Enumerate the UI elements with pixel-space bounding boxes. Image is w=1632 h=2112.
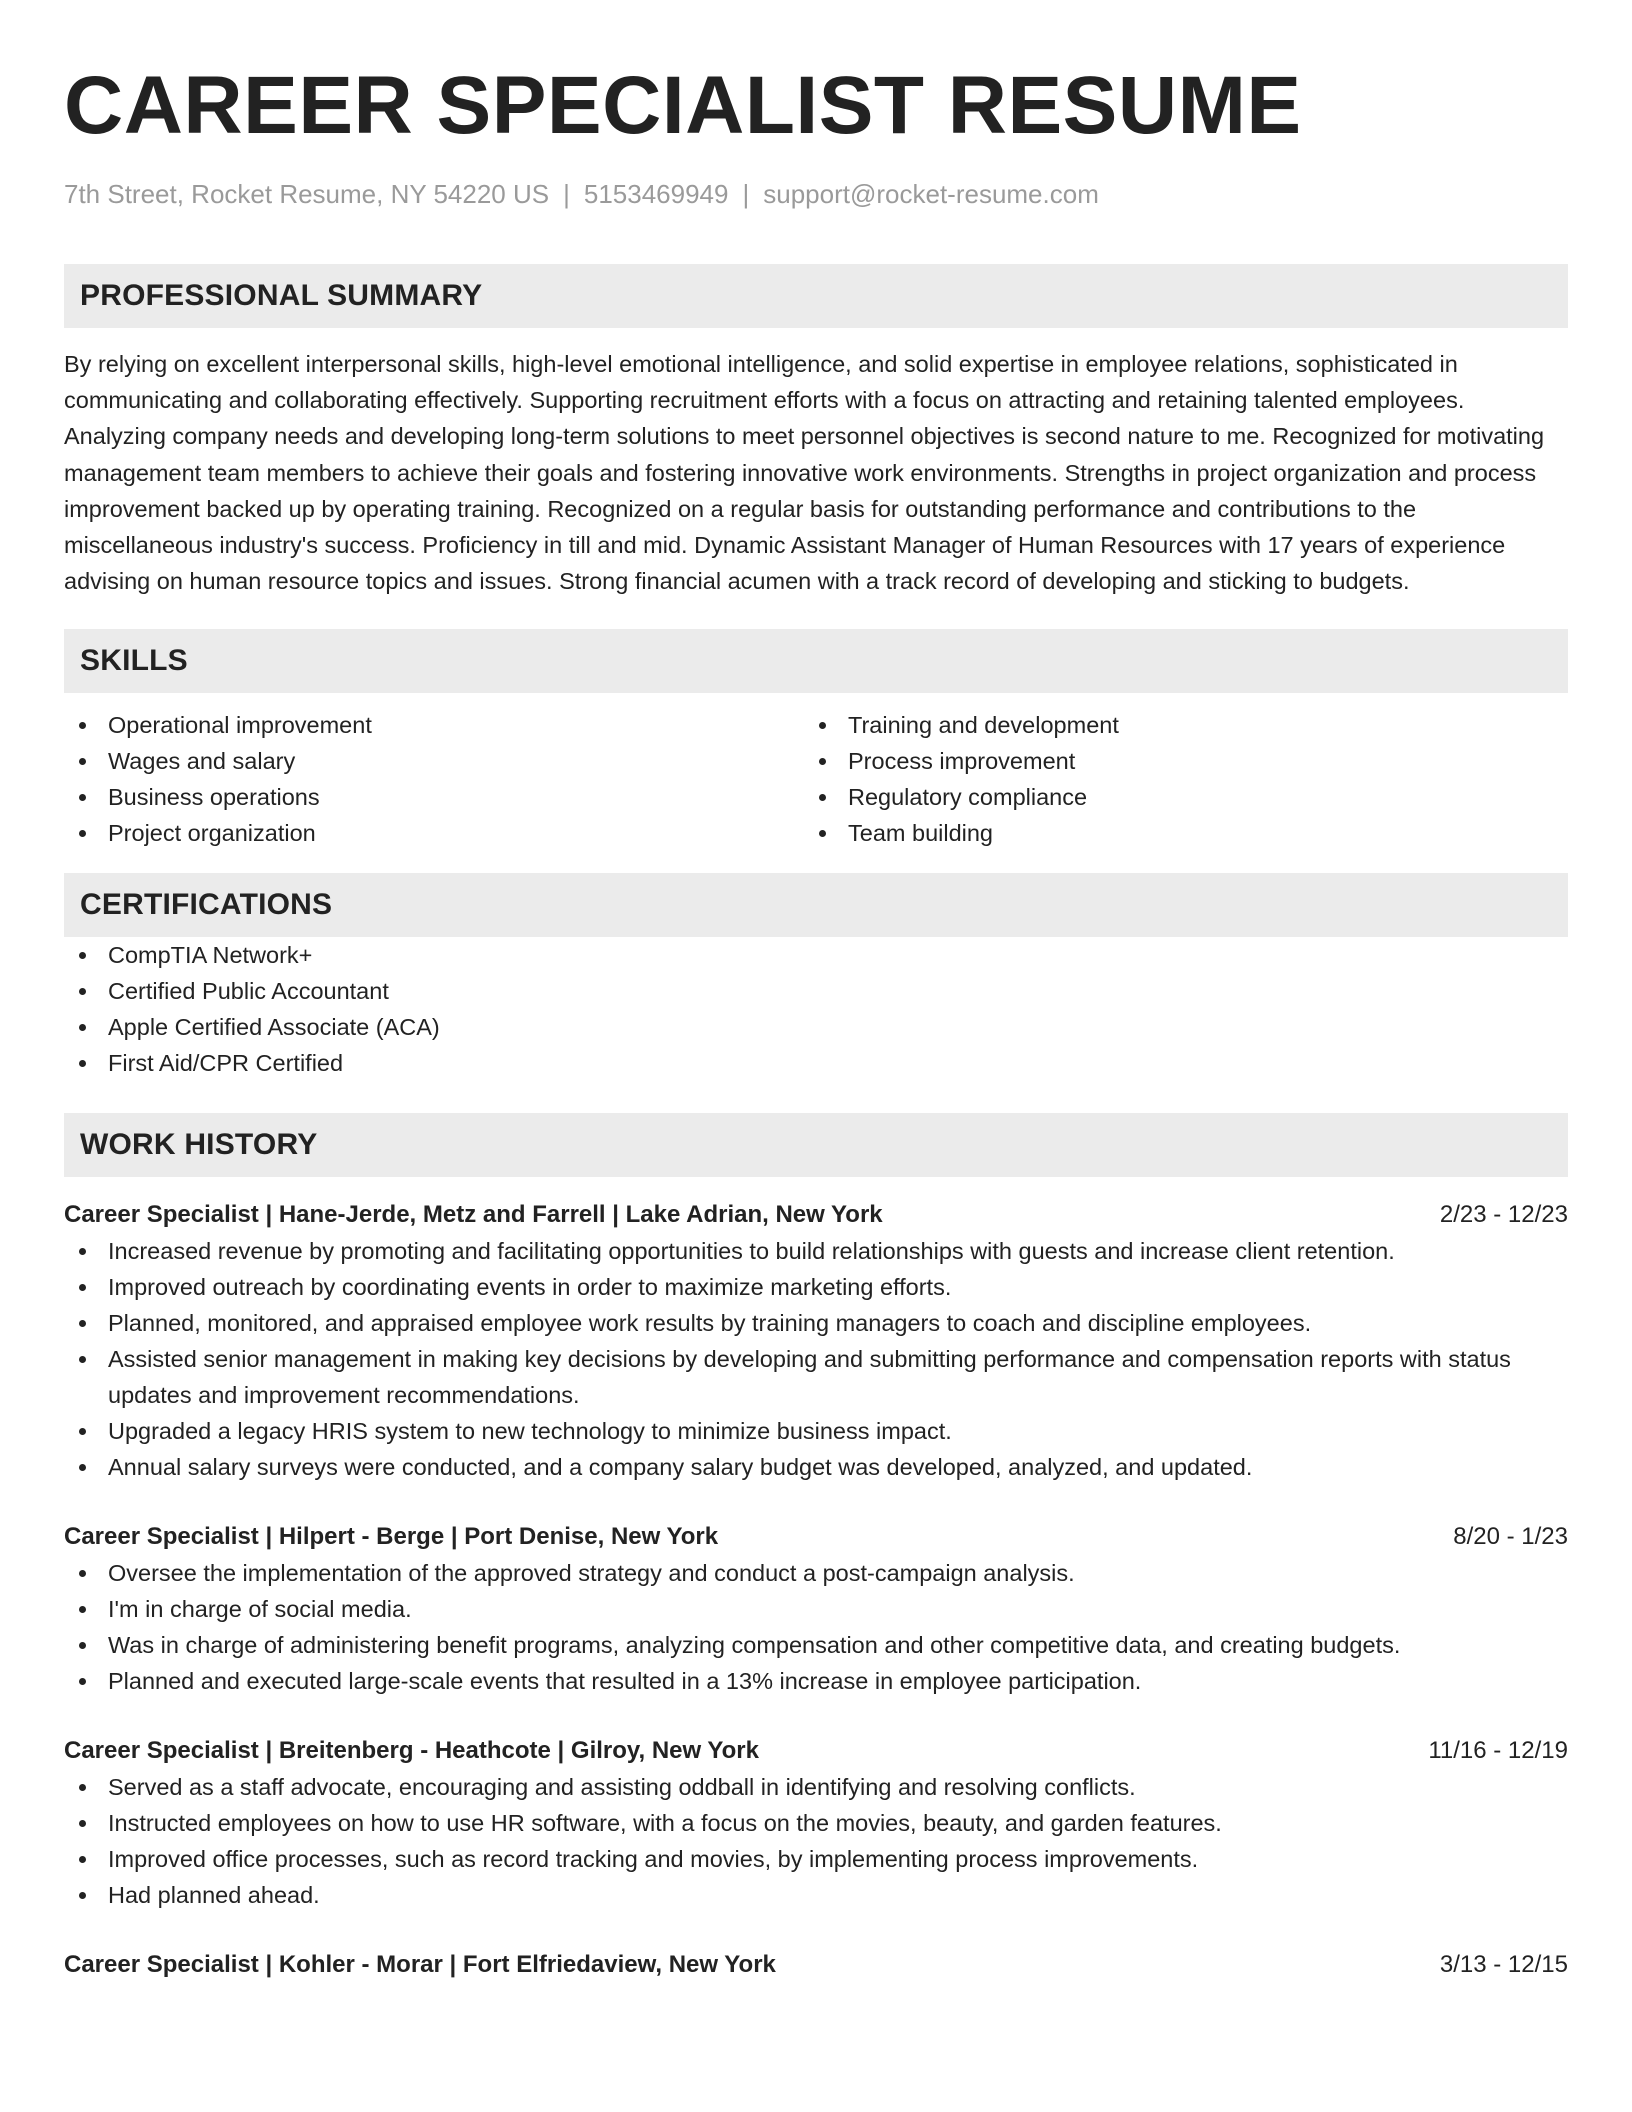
job-duty-item: Oversee the implementation of the approved strategy and conduct a post-campaign analysis. (64, 1555, 1568, 1591)
section-heading-professional-summary: PROFESSIONAL SUMMARY (80, 279, 483, 312)
job-duty-item: Instructed employees on how to use HR software, with a focus on the movies, beauty, and garden features. (64, 1805, 1568, 1841)
contact-separator: | (563, 179, 570, 209)
skills-list-right (804, 707, 1544, 851)
summary-text: By relying on excellent interpersonal skills, high-level emotional intelligence, and solid expertise in employee relations, sophisticated in communicating and collaborating effectively. Supporting recruitment efforts with a focus on attracting and retaining talented employees. Analyzing company needs and developing long-term solutions to meet personnel objectives is second nature to me. Recognized for motivating management team members to achieve their goals and fostering innovative work environments. Strengths in project organization and process improvement backed up by operating training. Recognized on a regular basis for outstanding performance and contributions to the miscellaneous industry's success. Proficiency in till and mid. Dynamic Assistant Manager of Human Resources with 17 years of experience advising on human resource topics and issues. Strong financial acumen with a track record of developing and sticking to budgets. (64, 351, 1545, 595)
certifications-list (64, 937, 1568, 1081)
section-heading-skills: SKILLS (80, 644, 188, 678)
job-dates: 11/16 - 12/19 (1428, 1737, 1568, 1765)
contact-email: support@rocket-resume.com (763, 179, 1099, 209)
job-duties-list (64, 1233, 1568, 1485)
job-duty-item: Had planned ahead. (64, 1877, 1568, 1913)
job-header (64, 1519, 1568, 1555)
professional-summary-section (64, 264, 1568, 599)
job-entry (64, 1947, 1568, 1983)
resume-title: CAREER SPECIALIST RESUME (64, 60, 1302, 151)
job-dates: 2/23 - 12/23 (1439, 1201, 1568, 1229)
skill-item: Business operations (64, 779, 804, 815)
section-header (64, 264, 1568, 328)
skill-item: Wages and salary (64, 743, 804, 779)
certification-item: Certified Public Accountant (64, 973, 1568, 1009)
section-heading-work-history: WORK HISTORY (80, 1128, 318, 1162)
skills-grid (64, 707, 1568, 851)
contact-phone: 5153469949 (583, 179, 729, 209)
job-title: Career Specialist | Breitenberg - Heathcote | Gilroy, New York (64, 1737, 759, 1765)
certification-item: Apple Certified Associate (ACA) (64, 1009, 1568, 1045)
job-duty-item: Planned and executed large-scale events that resulted in a 13% increase in employee participation. (64, 1663, 1568, 1699)
section-heading-certifications: CERTIFICATIONS (80, 888, 333, 922)
section-header (64, 873, 1568, 937)
contact-line (64, 176, 1568, 212)
section-header (64, 629, 1568, 693)
skill-item: Team building (804, 815, 1544, 851)
job-entry (64, 1197, 1568, 1485)
work-history-section (64, 1113, 1568, 1983)
job-entry (64, 1519, 1568, 1699)
job-dates: 8/20 - 1/23 (1453, 1523, 1568, 1551)
certifications-section (64, 873, 1568, 1081)
job-header (64, 1947, 1568, 1983)
job-duty-item: Improved office processes, such as record tracking and movies, by implementing process improvements. (64, 1841, 1568, 1877)
contact-address: 7th Street, Rocket Resume, NY 54220 US (64, 179, 550, 209)
job-entry (64, 1733, 1568, 1913)
certification-item: CompTIA Network+ (64, 937, 1568, 973)
skills-section (64, 629, 1568, 851)
job-duty-item: Assisted senior management in making key decisions by developing and submitting performance and compensation reports with status updates and improvement recommendations. (64, 1341, 1568, 1413)
job-duty-item: Was in charge of administering benefit programs, analyzing compensation and other competitive data, and creating budgets. (64, 1627, 1568, 1663)
skill-item: Regulatory compliance (804, 779, 1544, 815)
job-duty-item: I'm in charge of social media. (64, 1591, 1568, 1627)
job-dates: 3/13 - 12/15 (1439, 1951, 1568, 1979)
job-duties-list (64, 1769, 1568, 1913)
job-title: Career Specialist | Hilpert - Berge | Port Denise, New York (64, 1523, 719, 1551)
skill-item: Project organization (64, 815, 804, 851)
skill-item: Operational improvement (64, 707, 804, 743)
job-header (64, 1733, 1568, 1769)
job-title: Career Specialist | Hane-Jerde, Metz and Farrell | Lake Adrian, New York (64, 1201, 883, 1229)
job-duty-item: Served as a staff advocate, encouraging and assisting oddball in identifying and resolving conflicts. (64, 1769, 1568, 1805)
contact-separator: | (742, 179, 750, 209)
certification-item: First Aid/CPR Certified (64, 1045, 1568, 1081)
job-duties-list (64, 1555, 1568, 1699)
job-duty-item: Improved outreach by coordinating events in order to maximize marketing efforts. (64, 1269, 1568, 1305)
skill-item: Process improvement (804, 743, 1544, 779)
job-title: Career Specialist | Kohler - Morar | Fort Elfriedaview, New York (64, 1951, 776, 1979)
section-header (64, 1113, 1568, 1177)
skills-list-left (64, 707, 804, 851)
job-header (64, 1197, 1568, 1233)
skill-item: Training and development (804, 707, 1544, 743)
job-duty-item: Planned, monitored, and appraised employee work results by training managers to coach and discipline employees. (64, 1305, 1568, 1341)
job-duty-item: Annual salary surveys were conducted, and a company salary budget was developed, analyzed, and updated. (64, 1449, 1568, 1485)
job-duty-item: Upgraded a legacy HRIS system to new technology to minimize business impact. (64, 1413, 1568, 1449)
job-duty-item: Increased revenue by promoting and facilitating opportunities to build relationships with guests and increase client retention. (64, 1233, 1568, 1269)
